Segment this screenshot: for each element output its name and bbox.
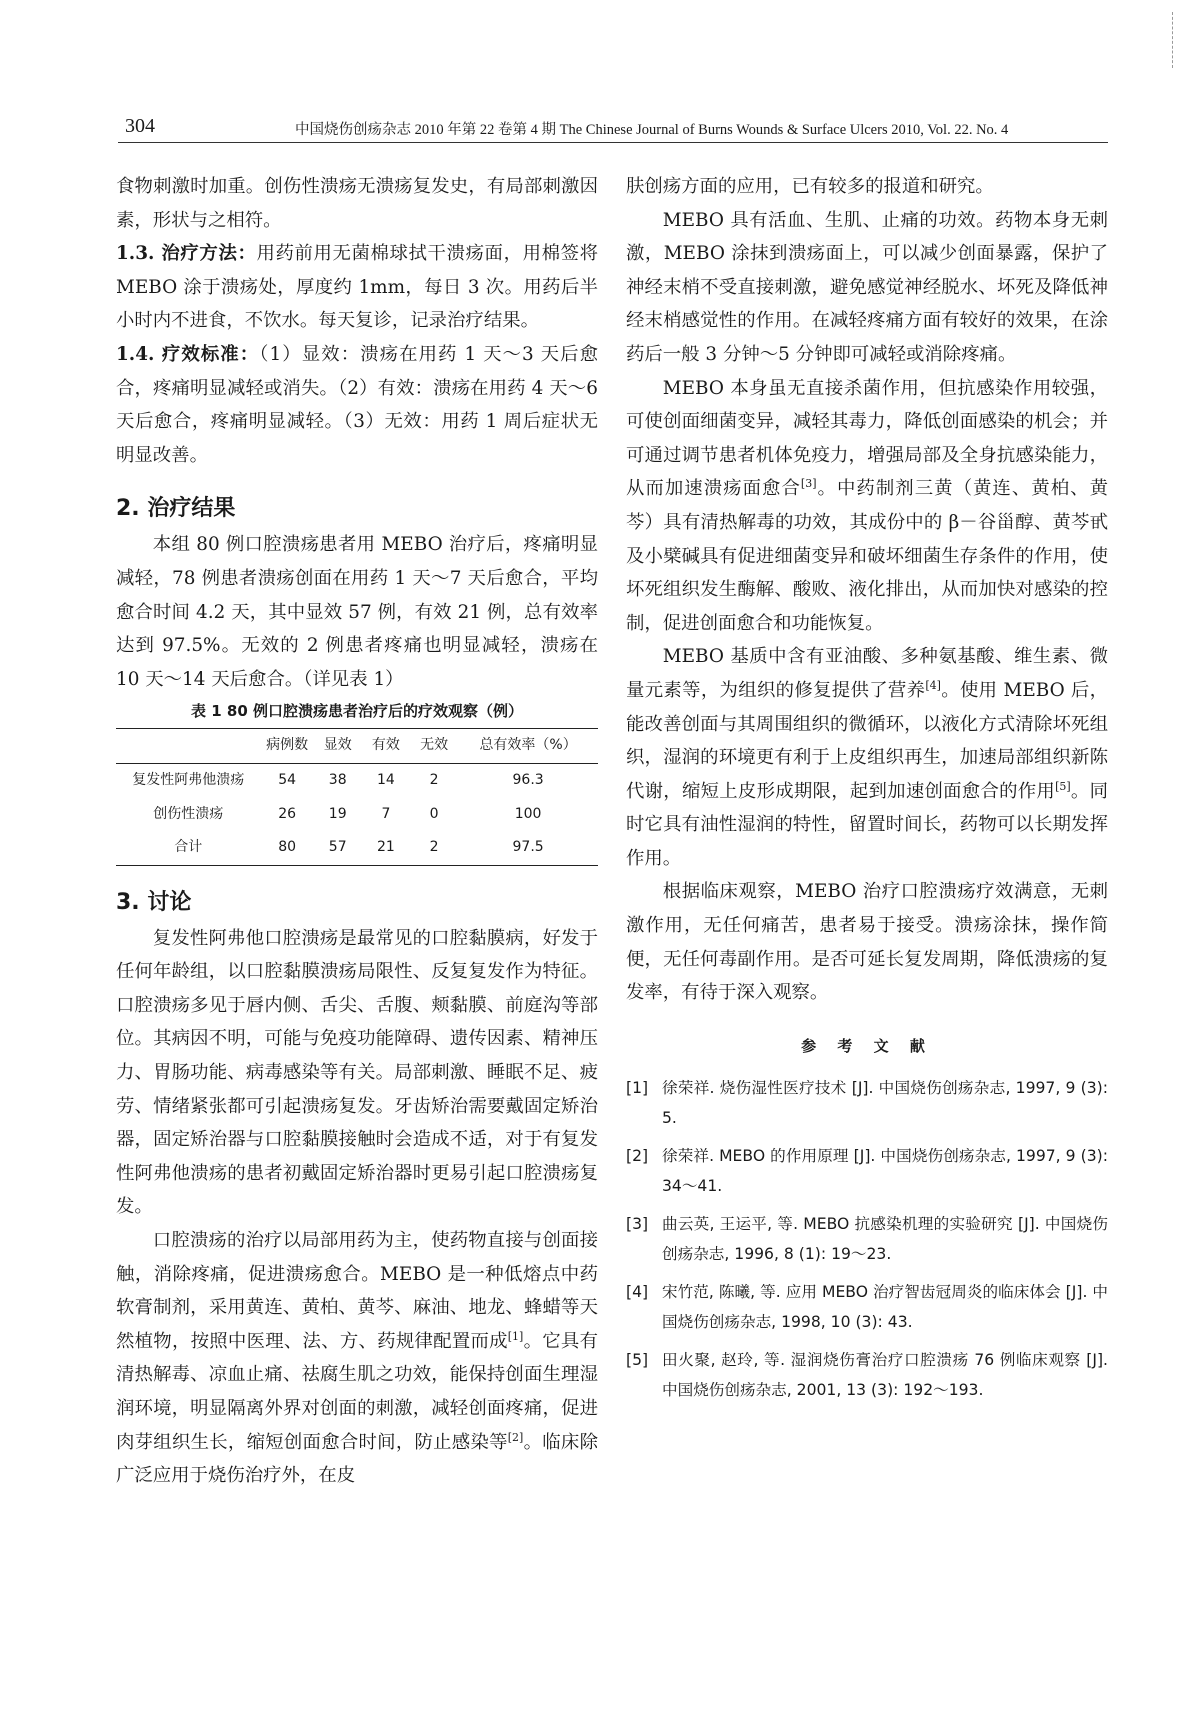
table-cell: 80	[278, 839, 297, 856]
discussion-paragraph-3: MEBO 具有活血、生肌、止痛的功效。药物本身无刺激，MEBO 涂抹到溃疡面上，可以减少创面暴露，保护了神经末梢不受直接刺激，避免感觉神经脱水、坏死及降低神经末梢感觉性的作用。在减轻疼痛方面有较好的效果，在涂药后一般 3 分钟～5 分钟即可减轻或消除疼痛。	[626, 209, 1108, 365]
table-header-row	[116, 729, 598, 764]
reference-item	[626, 1209, 1108, 1269]
reference-item	[626, 1277, 1108, 1337]
table-header-cell: 显效	[323, 737, 352, 754]
discussion-paragraph-5	[626, 640, 1108, 875]
running-head: 中国烧伤创疡杂志 2010 年第 22 卷第 4 期 The Chinese Journal of Burns Wounds & Surface Ulcers 2010, Vol. 22. No. 4	[295, 122, 1009, 138]
table-cell: 26	[278, 805, 297, 822]
right-column	[626, 170, 1108, 1413]
discussion-paragraph-2	[116, 1224, 598, 1493]
citation-ref: [1]	[507, 1329, 524, 1343]
paragraph-continued: 食物刺激时加重。创伤性溃疡无溃疡复发史，有局部刺激因素，形状与之相符。	[116, 176, 598, 231]
reference-number: [2]	[626, 1147, 649, 1166]
results-paragraph: 本组 80 例口腔溃疡患者用 MEBO 治疗后，疼痛明显减轻，78 例患者溃疡创面在用药 1 天～7 天后愈合，平均愈合时间 4.2 天，其中显效 57 例，有效 21 例，总有效率达到 97.5%。无效的 2 例患者疼痛也明显减轻，溃疡在 10 天～14 天后愈合。（详见表 1）	[116, 534, 598, 690]
table-cell: 97.5	[512, 839, 544, 856]
section-1-3-heading: 1.3. 治疗方法：	[116, 243, 257, 265]
table-cell: 14	[376, 771, 395, 788]
section-3-title: 3. 讨论	[116, 889, 192, 915]
reference-item	[626, 1073, 1108, 1133]
section-2-title: 2. 治疗结果	[116, 496, 236, 522]
reference-text: 宋竹范, 陈曦, 等. 应用 MEBO 治疗智齿冠周炎的临床体会 [J]. 中国烧伤创疡杂志, 1998, 10 (3): 43.	[662, 1283, 1108, 1332]
reference-number: [4]	[626, 1283, 649, 1302]
reference-item	[626, 1141, 1108, 1201]
section-1-3-text: 用药前用无菌棉球拭干溃疡面，用棉签将 MEBO 涂于溃疡处，厚度约 1mm，每日 3 次。用药后半小时内不进食，不饮水。每天复诊，记录治疗结果。	[116, 243, 598, 332]
table-header-cell: 总有效率（%）	[479, 737, 577, 754]
table-header-cell: 无效	[420, 737, 449, 754]
citation-ref: [3]	[800, 477, 817, 491]
paragraph-continued: 肤创疡方面的应用，已有较多的报道和研究。	[626, 176, 994, 197]
table-caption: 表 1 80 例口腔溃疡患者治疗后的疗效观察（例）	[191, 702, 523, 721]
reference-number: [1]	[626, 1079, 649, 1098]
table-header-cell	[116, 729, 261, 764]
efficacy-table	[116, 728, 598, 865]
citation-ref: [2]	[507, 1430, 524, 1444]
discussion-paragraph-1: 复发性阿弗他口腔溃疡是最常见的口腔黏膜病，好发于任何年龄组，以口腔黏膜溃疡局限性、反复复发作为特征。口腔溃疡多见于唇内侧、舌尖、舌腹、颊黏膜、前庭沟等部位。其病因不明，可能与免疫功能障碍、遗传因素、精神压力、胃肠功能、病毒感染等有关。局部刺激、睡眠不足、疲劳、情绪紧张都可引起溃疡复发。牙齿矫治需要戴固定矫治器，固定矫治器与口腔黏膜接触时会造成不适，对于有复发性阿弗他溃疡的患者初戴固定矫治器时更易引起口腔溃疡复发。	[116, 927, 598, 1218]
table-cell: 38	[328, 771, 347, 788]
table-cell: 2	[429, 771, 439, 788]
left-column	[116, 170, 598, 1493]
text-run: 。它具有清热解毒、凉血止痛、祛腐生肌之功效，能保持创面生理湿润环境，明显隔离外界对创面的刺激，减轻创面疼痛，促进肉芽组织生长，缩短创面愈合时间，防止感染等	[116, 1330, 598, 1453]
table-cell: 100	[514, 805, 542, 822]
reference-number: [3]	[626, 1215, 649, 1234]
table-cell: 复发性阿弗他溃疡	[132, 771, 245, 788]
reference-item	[626, 1345, 1108, 1405]
text-run: 。使用 MEBO 后，能改善创面与其周围组织的微循环，以液化方式清除坏死组织，湿润的环境更有利于上皮组织再生，加速局部组织新陈代谢，缩短上皮形成期限，起到加速创面愈合的作用	[626, 679, 1108, 802]
table-cell: 54	[278, 771, 297, 788]
text-run: 口腔溃疡的治疗以局部用药为主，使药物直接与创面接触，消除疼痛，促进溃疡愈合。MEBO 是一种低熔点中药软膏制剂，采用黄连、黄柏、黄芩、麻油、地龙、蜂蜡等天然植物，按照中医理、法、方、药规律配置而成	[116, 1230, 598, 1352]
table-cell: 2	[429, 839, 439, 856]
section-1-4-text: （1）显效：溃疡在用药 1 天～3 天后愈合，疼痛明显减轻或消失。（2）有效：溃疡在用药 4 天～6 天后愈合，疼痛明显减轻。（3）无效：用药 1 周后症状无明显改善。	[116, 343, 598, 466]
discussion-paragraph-4	[626, 372, 1108, 641]
table-cell: 57	[328, 839, 347, 856]
table-row	[116, 798, 598, 832]
section-1-4	[116, 338, 598, 472]
table-cell: 19	[328, 805, 347, 822]
references-title: 参 考 文 献	[801, 1036, 933, 1055]
table-cell: 96.3	[512, 771, 544, 788]
text-run: MEBO 本身虽无直接杀菌作用，但抗感染作用较强，可使创面细菌变异，减轻其毒力，降低创面感染的机会；并可通过调节患者机体免疫力，增强局部及全身抗感染能力，从而加速溃疡面愈合	[626, 377, 1108, 500]
text-run: MEBO 基质中含有亚油酸、多种氨基酸、维生素、微量元素等，为组织的修复提供了营养	[626, 646, 1108, 701]
reference-text: 徐荣祥. MEBO 的作用原理 [J]. 中国烧伤创疡杂志, 1997, 9 (3): 34～41.	[662, 1147, 1108, 1196]
table-cell: 21	[376, 839, 395, 856]
header-rule	[118, 142, 1108, 143]
reference-number: [5]	[626, 1351, 649, 1370]
section-1-4-heading: 1.4. 疗效标准：	[116, 343, 260, 365]
section-1-3	[116, 237, 598, 338]
table-row	[116, 763, 598, 797]
table-cell: 合计	[174, 839, 203, 856]
text-run: 。临床除广泛应用于烧伤治疗外，在皮	[116, 1431, 598, 1487]
table-cell: 0	[429, 805, 439, 822]
text-run: 。中药制剂三黄（黄连、黄柏、黄芩）具有清热解毒的功效，其成份中的 β－谷甾醇、黄芩甙及小檗碱具有促进细菌变异和破坏细菌生存条件的作用，使坏死组织发生酶解、酸败、液化排出，从而加快对感染的控制，促进创面愈合和功能恢复。	[626, 478, 1108, 634]
table-cell: 7	[381, 805, 391, 822]
page-number: 304	[125, 115, 155, 137]
table-cell: 创伤性溃疡	[153, 805, 224, 822]
citation-ref: [5]	[1055, 779, 1071, 793]
table-row	[116, 831, 598, 865]
page-edge-mark	[1172, 12, 1174, 68]
conclusion-paragraph: 根据临床观察，MEBO 治疗口腔溃疡疗效满意，无刺激作用，无任何痛苦，患者易于接受。溃疡涂抹，操作简便，无任何毒副作用。是否可延长复发周期，降低溃疡的复发率，有待于深入观察。	[626, 881, 1108, 1004]
reference-text: 曲云英, 王运平, 等. MEBO 抗感染机理的实验研究 [J]. 中国烧伤创疡杂志, 1996, 8 (1): 19～23.	[662, 1215, 1108, 1264]
reference-text: 徐荣祥. 烧伤湿性医疗技术 [J]. 中国烧伤创疡杂志, 1997, 9 (3): 5.	[662, 1079, 1108, 1128]
citation-ref: [4]	[925, 678, 941, 692]
reference-text: 田火聚, 赵玲, 等. 湿润烧伤膏治疗口腔溃疡 76 例临床观察 [J]. 中国烧伤创疡杂志, 2001, 13 (3): 192～193.	[662, 1351, 1108, 1400]
table-header-cell: 有效	[371, 737, 400, 754]
table-header-cell: 病例数	[266, 737, 309, 754]
text-run: 。同时它具有油性湿润的特性，留置时间长，药物可以长期发挥作用。	[626, 780, 1108, 869]
